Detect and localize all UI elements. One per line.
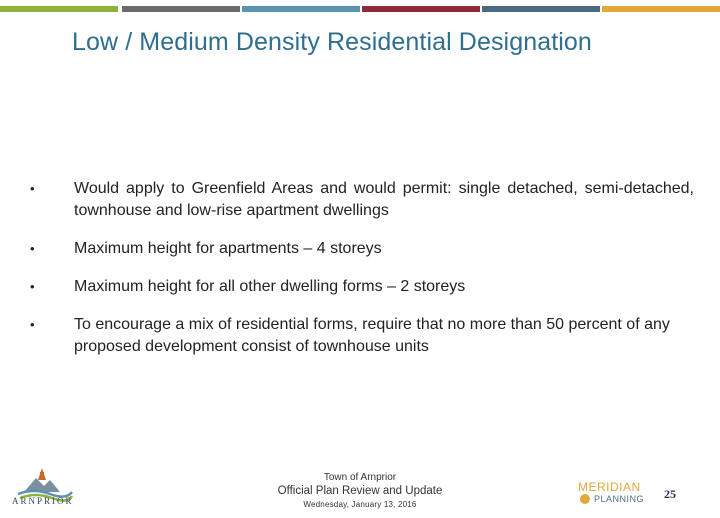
bullet-item xyxy=(30,238,694,260)
footer xyxy=(220,472,500,510)
bullet-text: Would apply to Greenfield Areas and would permit: single detached, semi-detached, townhouse and low-rise apartment dwellings xyxy=(74,180,694,219)
bullet-marker: • xyxy=(30,317,35,332)
footer-project: Official Plan Review and Update xyxy=(277,485,443,497)
bullet-marker: • xyxy=(30,279,35,294)
bullet-marker: • xyxy=(30,181,35,196)
bullet-text: To encourage a mix of residential forms, require that no more than 50 percent of any proposed development consist of townhouse units xyxy=(74,316,670,355)
bullet-list xyxy=(30,178,694,358)
footer-date: Wednesday, January 13, 2016 xyxy=(303,500,417,509)
bullet-text: Maximum height for all other dwelling forms – 2 storeys xyxy=(74,278,466,295)
page-number: 25 xyxy=(664,487,676,501)
accent-bar-segment xyxy=(122,6,240,12)
bullet-marker: • xyxy=(30,241,35,256)
arnprior-logo xyxy=(10,462,74,514)
accent-bar-segment xyxy=(602,6,720,12)
meridian-wordmark: MERIDIAN xyxy=(578,480,641,494)
accent-bar-segment xyxy=(362,6,480,12)
accent-bar-segment xyxy=(0,6,118,12)
planning-wordmark: PLANNING xyxy=(594,494,645,504)
bullet-item xyxy=(30,178,694,222)
accent-bar-segment xyxy=(242,6,360,12)
bullet-item xyxy=(30,276,694,298)
accent-bar xyxy=(0,6,720,12)
slide-title: Low / Medium Density Residential Designation xyxy=(72,28,592,56)
meridian-logo-icon xyxy=(580,494,590,504)
bullet-item xyxy=(30,314,694,358)
accent-bar-segment xyxy=(482,6,600,12)
bullet-text: Maximum height for apartments – 4 storeys xyxy=(74,240,382,257)
arnprior-wordmark: ARNPRIOR xyxy=(12,496,74,506)
footer-town: Town of Arnprior xyxy=(323,472,397,483)
